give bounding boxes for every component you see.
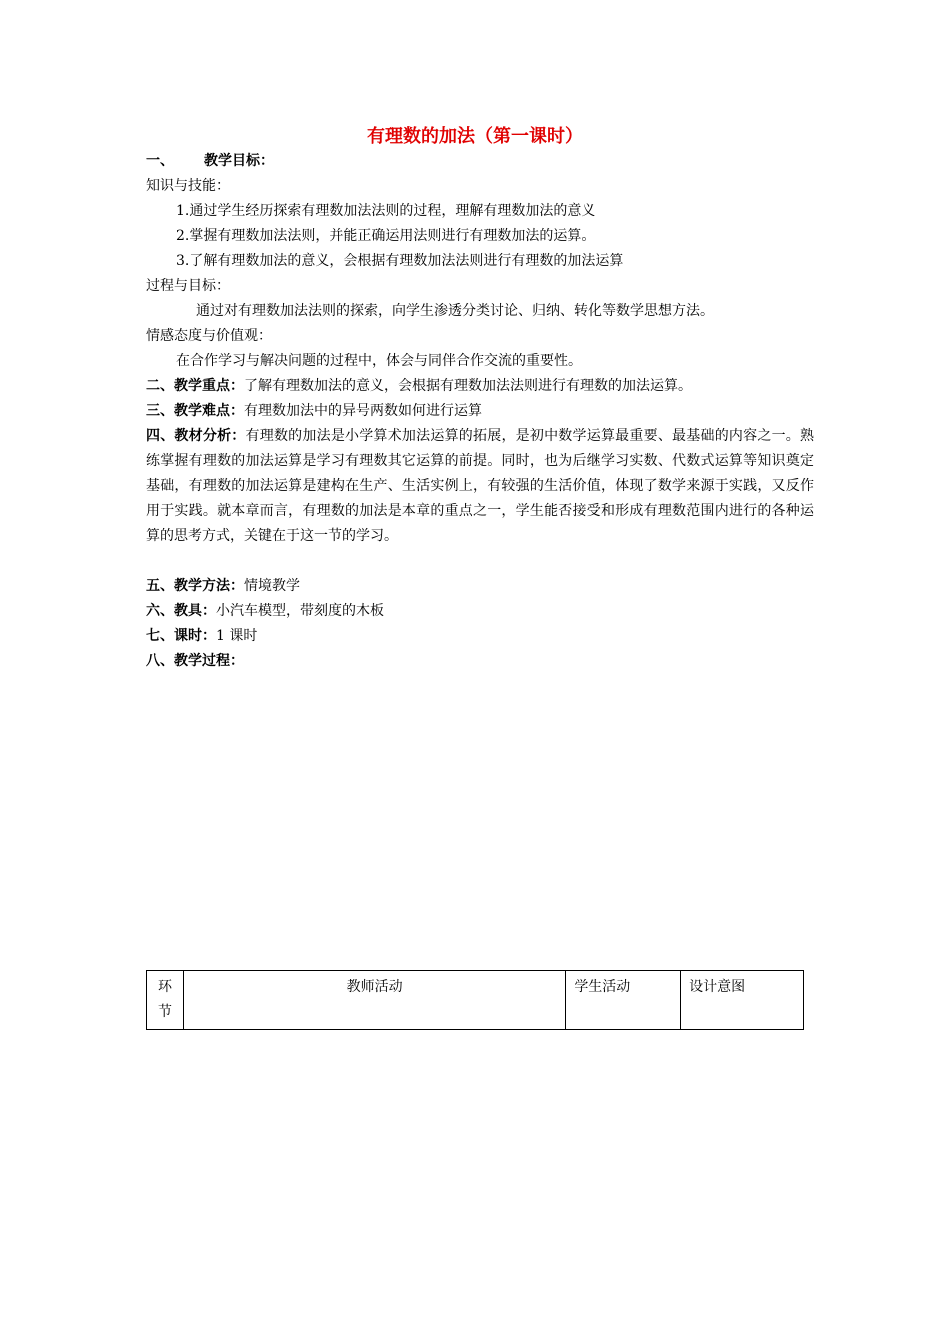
knowledge-item-3: 3.了解有理数加法的意义，会根据有理数加法法则进行有理数的加法运算 [176,253,624,269]
key-point-text: 了解有理数加法的意义，会根据有理数加法法则进行有理数的加法运算。 [244,378,692,394]
knowledge-item-1: 1.通过学生经历探索有理数加法法则的过程，理解有理数加法的意义 [176,203,596,219]
emotion-text: 在合作学习与解决问题的过程中，体会与同伴合作交流的重要性。 [176,353,582,369]
key-point-row [146,374,826,399]
tools-row [146,599,826,624]
knowledge-label: 知识与技能： [146,178,230,194]
objectives-heading [146,149,826,174]
method-text: 情境教学 [244,578,300,594]
document-title: 有理数的加法（第一课时） [367,126,583,147]
knowledge-item-2: 2.掌握有理数加法法则，并能正确运用法则进行有理数加法的运算。 [176,228,596,244]
header-teacher-activity: 教师活动 [183,971,565,1030]
analysis-text: 有理数的加法是小学算术加法运算的拓展，是初中数学运算最重要、最基础的内容之一。熟练掌握有理数的加法运算是学习有理数其它运算的前提。同时，也为后继学习实数、代数式运算等知识奠定基础，有理数的加法运算是建构在生产、生活实例上，有较强的生活价值，体现了数学来源于实践，又反作用于实践。就本章而言，有理数的加法是本章的重点之一，学生能否接受和形成有理数范围内进行的各种运算的思考方式，关键在于这一节的学习。 [146,428,815,544]
hours-row [146,624,826,649]
tools-text: 小汽车模型，带刻度的木板 [216,603,384,619]
key-point-label: 二、教学重点： [146,378,244,394]
process-heading-label: 八、教学过程： [146,653,244,669]
header-design-intent: 设计意图 [681,971,804,1030]
objectives-heading-label: 教学目标： [204,153,274,169]
header-student-activity: 学生活动 [566,971,681,1030]
teaching-process-table [146,970,804,1030]
objectives-number: 一、 [146,153,174,169]
analysis-label: 四、教材分析： [146,428,246,444]
process-goal-label: 过程与目标： [146,278,230,294]
difficulty-row [146,399,826,424]
method-label: 五、教学方法： [146,578,244,594]
analysis-paragraph [146,424,814,549]
table-header-row [147,971,804,1030]
process-heading [146,649,826,674]
method-row [146,574,826,599]
hours-label: 七、课时： [146,628,216,644]
header-stage: 环节 [147,971,184,1030]
process-goal-text: 通过对有理数加法法则的探索，向学生渗透分类讨论、归纳、转化等数学思想方法。 [196,303,714,319]
hours-text: 1 课时 [216,628,258,644]
difficulty-text: 有理数加法中的异号两数如何进行运算 [244,403,482,419]
emotion-label: 情感态度与价值观： [146,328,272,344]
tools-label: 六、教具： [146,603,216,619]
difficulty-label: 三、教学难点： [146,403,244,419]
